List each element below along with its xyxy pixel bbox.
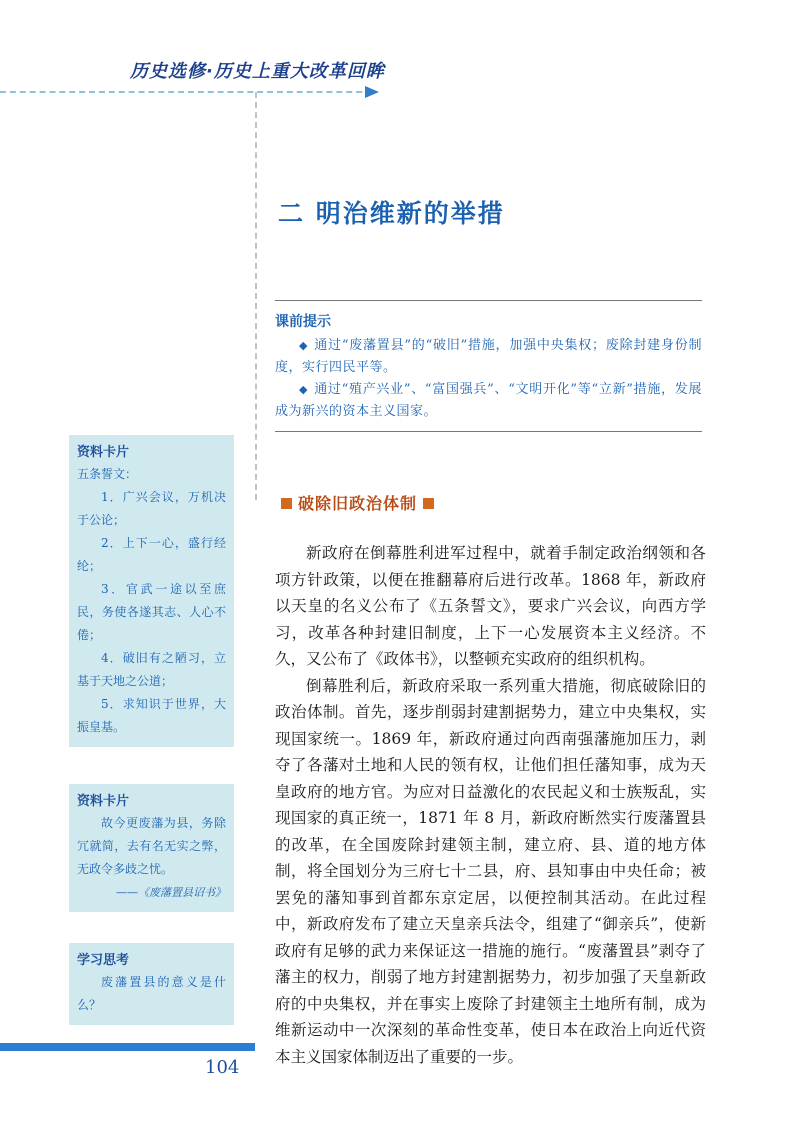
column-divider	[255, 92, 257, 500]
card-title: 资料卡片	[77, 445, 130, 460]
arrow-icon	[365, 86, 379, 98]
hint-item: ◆ 通过“废藩置县”的“破旧”措施，加强中央集权；废除封建身份制度，实行四民平等。	[275, 338, 702, 375]
card-body	[77, 971, 226, 1017]
header-title: 历史选修·历史上重大改革回眸	[130, 61, 385, 82]
card-item: 4．破旧有之陋习，立基于天地之公道；	[77, 651, 226, 688]
pre-lesson-hint	[275, 300, 702, 432]
card-item: 2．上下一心，盛行经纶；	[77, 536, 226, 573]
card-quote: 故今更废藩为县，务除冗就简，去有名无实之弊，无政令多歧之忧。	[77, 816, 226, 876]
card-title: 资料卡片	[77, 794, 130, 809]
hint-title: 课前提示	[275, 314, 331, 330]
section-title: 二 明治维新的举措	[278, 199, 505, 228]
body-text	[275, 540, 706, 1070]
diamond-icon: ◆	[299, 383, 309, 396]
square-icon	[281, 498, 292, 509]
card-item: 5．求知识于世界，大振皇基。	[77, 697, 226, 734]
material-card-edict	[69, 784, 234, 912]
card-lead: 五条誓文：	[77, 467, 138, 481]
paragraph: 倒幕胜利后，新政府采取一系列重大措施，彻底破除旧的政治体制。首先，逐步削弱封建割据势力，建立中央集权，实现国家统一。1869 年，新政府通过向西南强藩施加压力，剥夺了各藩对土地和人民的领有权，让他们担任藩知事，成为天皇政府的地方官。为应对日益激化的农民起义和士族叛乱，实现国家的真正统一，1871 年 8 月，新政府断然实行废藩置县的改革，在全国废除封建领主制，建立府、县、道的地方体制，将全国划分为三府七十二县，府、县知事由中央任命；被罢免的藩知事到首都东京定居，以便控制其活动。在此过程中，新政府发布了建立天皇亲兵法令，组建了“御亲兵”，使新政府有足够的武力来保证这一措施的施行。“废藩置县”剥夺了藩主的权力，削弱了地方封建割据势力，初步加强了天皇新政府的中央集权，并在事实上废除了封建领主土地所有制，成为维新运动中一次深刻的革命性变革，使日本在政治上向近代资本主义国家体制迈出了重要的一步。	[275, 676, 706, 1066]
card-item: 3．官武一途以至庶民，务使各遂其志、人心不倦；	[77, 582, 226, 642]
card-question: 废藩置县的意义是什么？	[77, 975, 226, 1012]
card-body	[77, 463, 226, 739]
card-body	[77, 812, 226, 904]
square-icon	[423, 498, 434, 509]
subsection-heading: 破除旧政治体制	[275, 491, 440, 514]
study-question-card	[69, 943, 234, 1025]
card-item: 1．广兴会议，万机决于公论；	[77, 490, 226, 527]
header-divider	[0, 91, 372, 93]
card-source: ——《废藩置县诏书》	[116, 886, 226, 899]
diamond-icon: ◆	[299, 339, 309, 352]
paragraph: 新政府在倒幕胜利进军过程中，就着手制定政治纲领和各项方针政策，以便在推翻幕府后进行改革。1868 年，新政府以天皇的名义公布了《五条誓文》，要求广兴会议，向西方学习，改革各种封建旧制度，上下一心发展资本主义经济。不久，又公布了《政体书》，以整顿充实政府的组织机构。	[275, 544, 706, 668]
footer-bar	[0, 1043, 255, 1051]
card-title: 学习思考	[77, 953, 130, 968]
hint-item: ◆ 通过“殖产兴业”、“富国强兵”、“文明开化”等“立新”措施，发展成为新兴的资本主义国家。	[275, 382, 703, 419]
material-card-oath	[69, 435, 234, 747]
page-number: 104	[205, 1057, 240, 1078]
